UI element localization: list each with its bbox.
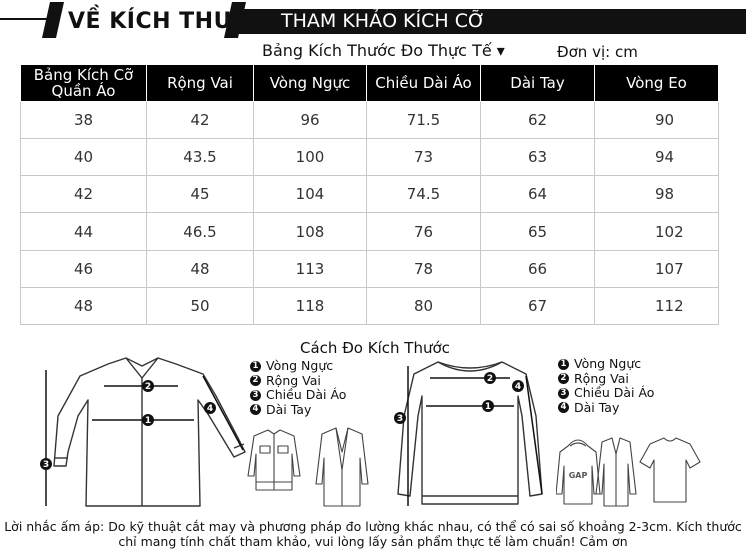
cell-size: 46 [21, 250, 147, 287]
legend-item [558, 372, 654, 387]
cell-waist: 112 [595, 287, 719, 324]
unit-label: Đơn vị: cm [557, 43, 638, 61]
sweater-illustration [390, 356, 550, 516]
table-row [21, 250, 719, 287]
cell-chest: 113 [254, 250, 367, 287]
table-caption: Bảng Kích Thước Đo Thực Tế ▾ [262, 41, 505, 60]
number-badge-icon: 1 [250, 361, 261, 372]
cell-length: 80 [367, 287, 481, 324]
marker-sleeve-left: 4 [206, 404, 214, 414]
banner-subtitle: THAM KHẢO KÍCH CỠ [281, 10, 486, 32]
legend-right [558, 357, 654, 415]
marker-length-left: 3 [42, 460, 50, 470]
cell-waist: 107 [595, 250, 719, 287]
legend-left [250, 359, 346, 417]
marker-chest-left: 1 [144, 416, 152, 426]
cell-size: 40 [21, 139, 147, 176]
cell-length: 78 [367, 250, 481, 287]
cell-shoulder: 48 [147, 250, 254, 287]
legend-item [558, 401, 654, 416]
cell-length: 76 [367, 213, 481, 250]
legend-label: Rộng Vai [266, 372, 321, 388]
number-badge-icon: 4 [558, 402, 569, 413]
banner-title: VỀ KÍCH THƯỚC [68, 9, 269, 34]
table-header-row [21, 65, 719, 102]
marker-length-right: 3 [396, 414, 404, 424]
legend-item [250, 359, 346, 374]
header-banner [0, 0, 746, 40]
cell-shoulder: 45 [147, 176, 254, 213]
cell-chest: 100 [254, 139, 367, 176]
cell-chest: 108 [254, 213, 367, 250]
cell-chest: 118 [254, 287, 367, 324]
number-badge-icon: 4 [250, 404, 261, 415]
number-badge-icon: 3 [558, 388, 569, 399]
size-table [20, 64, 719, 325]
cell-waist: 90 [595, 102, 719, 139]
table-row [21, 213, 719, 250]
header-waist: Vòng Eo [595, 65, 719, 102]
cell-sleeve: 63 [481, 139, 595, 176]
legend-label: Vòng Ngực [574, 356, 642, 371]
disclaimer-note [0, 519, 746, 549]
cell-sleeve: 67 [481, 287, 595, 324]
cell-shoulder: 50 [147, 287, 254, 324]
cell-waist: 102 [595, 213, 719, 250]
jacket-blazer-illustration [244, 424, 374, 514]
number-badge-icon: 1 [558, 359, 569, 370]
cell-sleeve: 62 [481, 102, 595, 139]
header-shoulder: Rộng Vai [147, 65, 254, 102]
cell-length: 74.5 [367, 176, 481, 213]
table-row [21, 139, 719, 176]
shirt-illustration [38, 356, 248, 516]
number-badge-icon: 3 [250, 390, 261, 401]
hoodie-cardigan-tshirt-illustration [556, 432, 706, 514]
legend-label: Dài Tay [574, 399, 620, 415]
marker-chest-right: 1 [484, 402, 492, 412]
cell-sleeve: 65 [481, 213, 595, 250]
cell-length: 73 [367, 139, 481, 176]
cell-sleeve: 66 [481, 250, 595, 287]
legend-item [250, 403, 346, 418]
cell-waist: 94 [595, 139, 719, 176]
cell-chest: 96 [254, 102, 367, 139]
cell-size: 42 [21, 176, 147, 213]
cell-length: 71.5 [367, 102, 481, 139]
measure-title: Cách Đo Kích Thước [300, 339, 450, 357]
hoodie-print: GAP [568, 471, 588, 480]
table-row [21, 176, 719, 213]
cell-size: 48 [21, 287, 147, 324]
marker-sleeve-right: 4 [514, 382, 522, 392]
cell-shoulder: 43.5 [147, 139, 254, 176]
legend-label: Dài Tay [266, 401, 312, 417]
cell-sleeve: 64 [481, 176, 595, 213]
cell-shoulder: 46.5 [147, 213, 254, 250]
legend-label: Rộng Vai [574, 370, 629, 386]
marker-shoulder-left: 2 [144, 382, 152, 392]
marker-shoulder-right: 2 [486, 374, 494, 384]
cell-shoulder: 42 [147, 102, 254, 139]
header-size: Bảng Kích Cỡ Quần Áo [21, 65, 147, 102]
header-chest: Vòng Ngực [254, 65, 367, 102]
legend-item [558, 357, 654, 372]
legend-item [250, 388, 346, 403]
legend-label: Vòng Ngực [266, 358, 334, 373]
legend-label: Chiều Dài Áo [266, 387, 347, 402]
header-length: Chiều Dài Áo [367, 65, 481, 102]
note-line-1: Lời nhắc ấm áp: Do kỹ thuật cắt may và phương pháp đo lường khác nhau, có thể có sai số khoảng 2-3cm. Kích thước [4, 519, 742, 534]
legend-item [558, 386, 654, 401]
table-row [21, 102, 719, 139]
cell-waist: 98 [595, 176, 719, 213]
number-badge-icon: 2 [250, 375, 261, 386]
note-line-2: chỉ mang tính chất tham khảo, vui lòng lấy sản phẩm thực tế làm chuẩn! Cảm ơn [118, 534, 628, 549]
legend-item [250, 374, 346, 389]
cell-size: 38 [21, 102, 147, 139]
header-sleeve: Dài Tay [481, 65, 595, 102]
cell-size: 44 [21, 213, 147, 250]
legend-label: Chiều Dài Áo [574, 385, 655, 400]
cell-chest: 104 [254, 176, 367, 213]
table-row [21, 287, 719, 324]
number-badge-icon: 2 [558, 373, 569, 384]
